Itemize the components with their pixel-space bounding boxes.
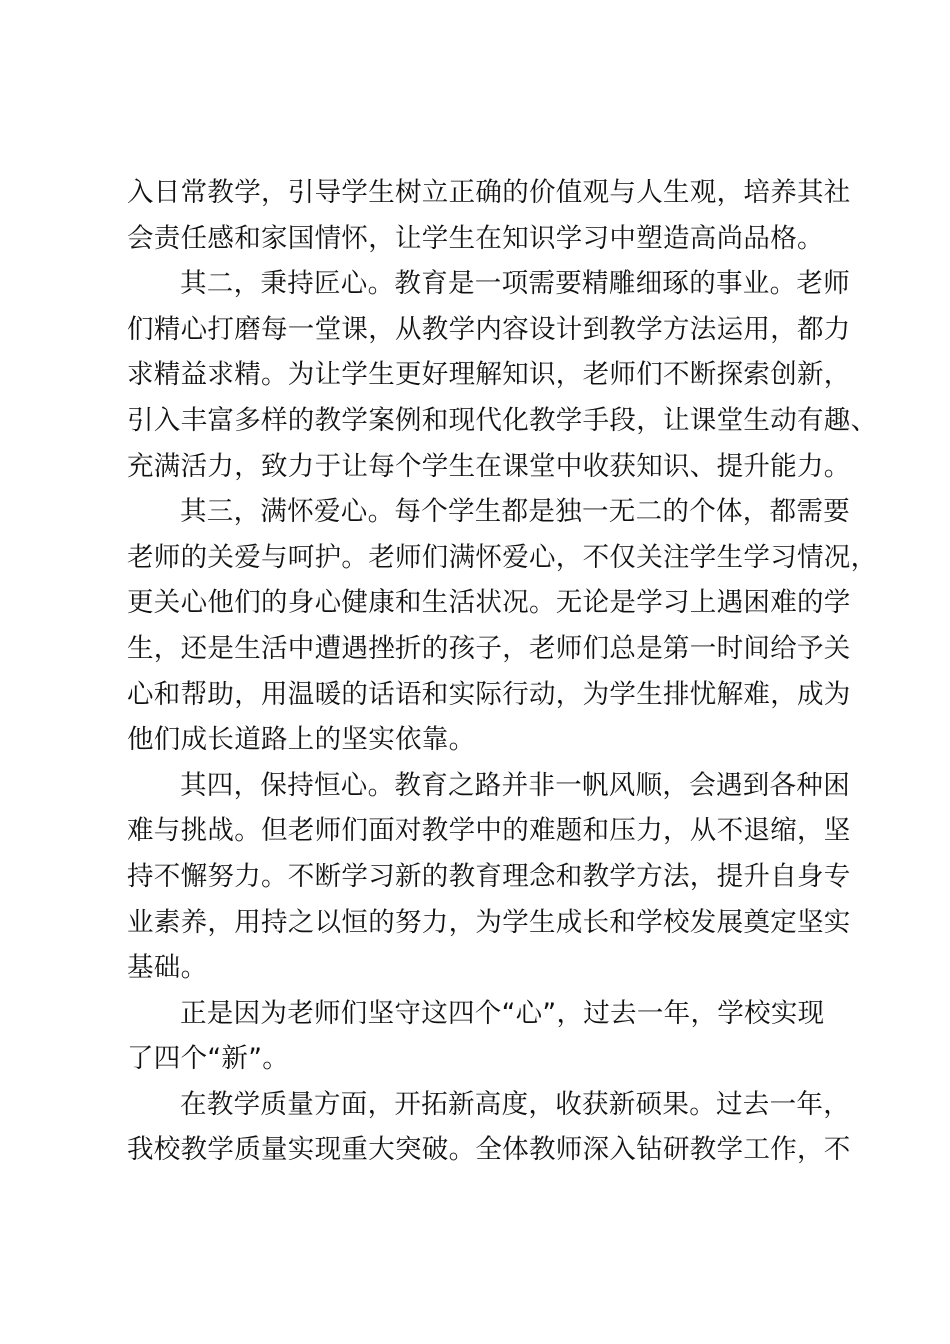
text-line: 求精益求精。为让学生更好理解知识，老师们不断探索创新， — [127, 359, 851, 391]
text-line: 引入丰富多样的教学案例和现代化教学手段，让课堂生动有趣、 — [127, 404, 878, 436]
paragraph — [127, 1082, 851, 1173]
text-line: 其二，秉持匠心。教育是一项需要精雕细琢的事业。老师 — [180, 268, 850, 300]
text-line: 他们成长道路上的坚实依靠。 — [127, 724, 476, 756]
text-line: 我校教学质量实现重大突破。全体教师深入钻研教学工作，不 — [127, 1134, 851, 1166]
text-line: 更关心他们的身心健康和生活状况。无论是学习上遇困难的学 — [127, 587, 851, 619]
paragraph — [127, 763, 851, 991]
text-line: 们精心打磨每一堂课，从教学内容设计到教学方法运用，都力 — [127, 313, 851, 345]
paragraph — [127, 170, 851, 261]
paragraph — [127, 991, 837, 1082]
text-line: 在教学质量方面，开拓新高度，收获新硕果。过去一年， — [180, 1088, 850, 1120]
text-line: 业素养，用持之以恒的努力，为学生成长和学校发展奠定坚实 — [127, 906, 851, 938]
text-line: 入日常教学，引导学生树立正确的价值观与人生观，培养其社 — [127, 177, 851, 208]
text-line: 其三，满怀爱心。每个学生都是独一无二的个体，都需要 — [180, 496, 850, 528]
text-line: 难与挑战。但老师们面对教学中的难题和压力，从不退缩，坚 — [127, 815, 851, 847]
text-line: 生，还是生活中遭遇挫折的孩子，老师们总是第一时间给予关 — [127, 632, 851, 664]
paragraph — [127, 261, 878, 489]
document-body — [127, 170, 878, 1173]
text-line: 其四，保持恒心。教育之路并非一帆风顺，会遇到各种困 — [180, 769, 850, 801]
text-line: 心和帮助，用温暖的话语和实际行动，为学生排忧解难，成为 — [127, 678, 851, 710]
paragraph — [127, 489, 878, 763]
text-line: 了四个“新”。 — [127, 1043, 290, 1075]
text-line: 正是因为老师们坚守这四个“心”，过去一年，学校实现 — [180, 997, 825, 1029]
text-line: 基础。 — [127, 952, 208, 984]
text-line: 持不懈努力。不断学习新的教育理念和教学方法，提升自身专 — [127, 860, 851, 892]
text-line: 会责任感和家国情怀，让学生在知识学习中塑造高尚品格。 — [127, 222, 824, 254]
text-line: 老师的关爱与呵护。老师们满怀爱心，不仅关注学生学习情况， — [127, 541, 878, 573]
text-line: 充满活力，致力于让每个学生在课堂中收获知识、提升能力。 — [127, 450, 851, 482]
